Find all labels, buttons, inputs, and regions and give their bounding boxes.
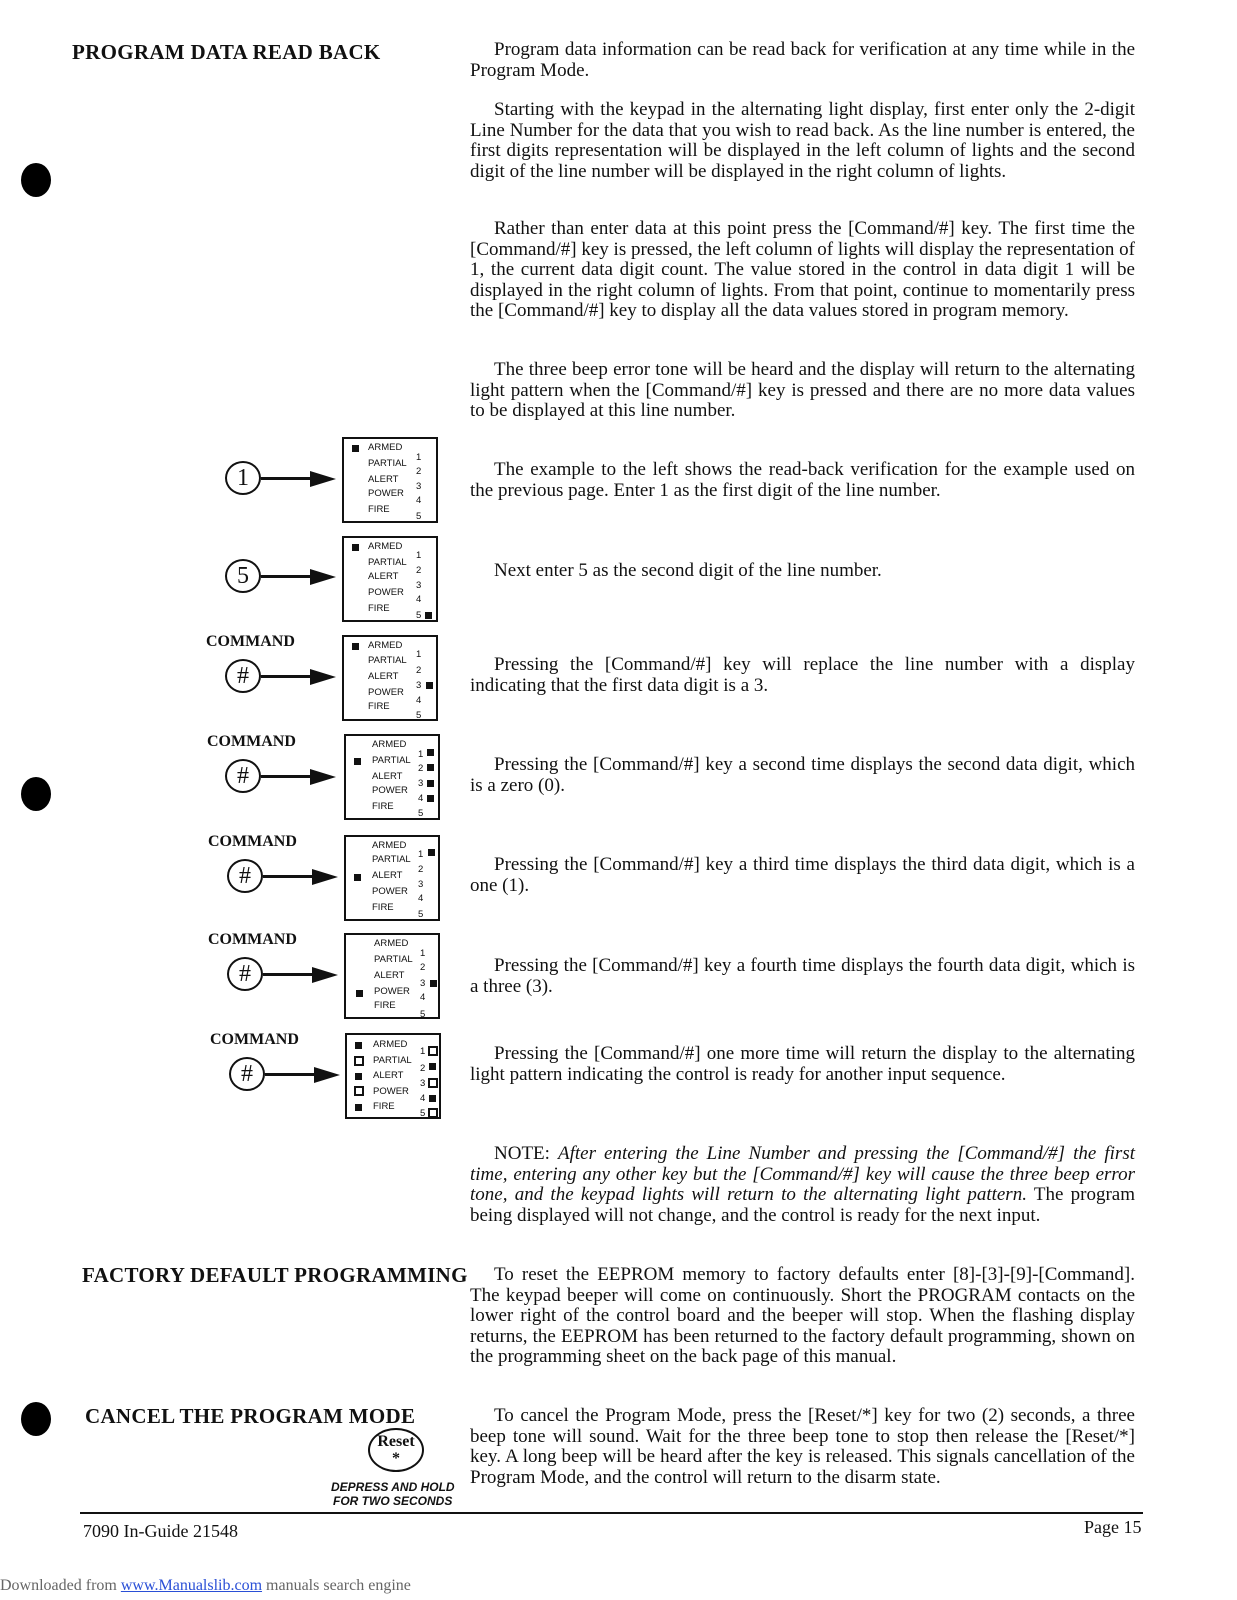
label-alert: ALERT xyxy=(372,870,403,881)
num-5: 5 xyxy=(418,808,424,819)
light-3-right xyxy=(427,780,434,787)
label-armed: ARMED xyxy=(372,840,407,851)
keypad-key-5: 5 xyxy=(225,559,261,593)
num-5: 5 xyxy=(416,511,422,522)
num-4: 4 xyxy=(420,992,426,1003)
download-prefix: Downloaded from xyxy=(0,1577,117,1594)
num-3: 3 xyxy=(416,481,422,492)
light-partial-left xyxy=(354,1056,364,1066)
label-fire: FIRE xyxy=(368,701,390,712)
arrow-line xyxy=(261,477,311,480)
light-power-left xyxy=(356,990,363,997)
label-power: POWER xyxy=(368,488,404,499)
keypad-key-command: # xyxy=(225,659,261,693)
manualslib-link[interactable]: www.Manualslib.com xyxy=(120,1577,263,1594)
depress-line-1: DEPRESS AND HOLD xyxy=(331,1480,455,1494)
num-3: 3 xyxy=(418,778,424,789)
light-1-right xyxy=(428,849,435,856)
paragraph-starting: Starting with the keypad in the alternating light display, first enter only the 2-digit Line Number for the data that you wish to read back. As the line number is entered, the first digits representation will be displayed in the left column of lights and the second digit of the line number will be displayed in the right column of lights. xyxy=(470,99,1135,182)
num-1: 1 xyxy=(416,452,422,463)
light-4-right xyxy=(429,1095,436,1102)
label-alert: ALERT xyxy=(368,671,399,682)
label-alert: ALERT xyxy=(372,771,403,782)
heading-read-back: PROGRAM DATA READ BACK xyxy=(72,40,381,64)
step-6-text: Pressing the [Command/#] key a fourth time displays the fourth data digit, which is a three (3). xyxy=(470,955,1135,997)
arrow-head xyxy=(312,869,338,885)
command-label: COMMAND xyxy=(208,833,297,850)
light-5-right xyxy=(428,1108,438,1118)
label-partial: PARTIAL xyxy=(372,854,411,865)
heading-factory-default: FACTORY DEFAULT PROGRAMMING xyxy=(82,1263,468,1287)
paragraph-rather: Rather than enter data at this point press the [Command/#] key. The first time the [Command/#] key is pressed, the left column of lights will display the representation of 1, the current data digit count. The value stored in the control in data digit 1 will be displayed in the right column of lights. From that point, continue to momentarily press the [Command/#] key to display all the data values stored in program memory. xyxy=(470,218,1135,321)
light-panel-step-7 xyxy=(345,1033,441,1119)
label-power: POWER xyxy=(368,587,404,598)
command-label: COMMAND xyxy=(210,1031,299,1048)
num-5: 5 xyxy=(420,1009,426,1020)
label-power: POWER xyxy=(374,986,410,997)
num-4: 4 xyxy=(416,695,422,706)
label-armed: ARMED xyxy=(368,640,403,651)
light-alert-left xyxy=(354,874,361,881)
light-armed-left xyxy=(355,1042,362,1049)
depress-and-hold-note xyxy=(331,1480,455,1508)
num-2: 2 xyxy=(418,864,424,875)
light-panel-step-2 xyxy=(342,536,438,622)
light-armed-left xyxy=(352,544,359,551)
num-2: 2 xyxy=(416,565,422,576)
label-fire: FIRE xyxy=(372,902,394,913)
keypad-key-command: # xyxy=(225,759,261,793)
arrow-head xyxy=(312,967,338,983)
binder-hole-bottom xyxy=(21,1402,51,1436)
light-1-right xyxy=(427,749,434,756)
label-partial: PARTIAL xyxy=(374,954,413,965)
label-fire: FIRE xyxy=(373,1101,395,1112)
command-label: COMMAND xyxy=(206,633,295,650)
label-fire: FIRE xyxy=(368,504,390,515)
light-2-right xyxy=(427,764,434,771)
light-3-right xyxy=(430,980,437,987)
num-3: 3 xyxy=(418,879,424,890)
label-alert: ALERT xyxy=(368,571,399,582)
step-1-text: The example to the left shows the read-back verification for the example used on the previous page. Enter 1 as the first digit of the line number. xyxy=(470,459,1135,501)
light-3-right xyxy=(426,682,433,689)
num-5: 5 xyxy=(418,909,424,920)
keypad-key-command: # xyxy=(227,957,263,991)
num-3: 3 xyxy=(420,1078,426,1089)
label-armed: ARMED xyxy=(368,541,403,552)
cancel-paragraph: To cancel the Program Mode, press the [Reset/*] key for two (2) seconds, a three beep tone will sound. Wait for the three beep tone to stop then release the [Reset/*] key. A long beep will be heard after the key is released. This signals cancellation of the Program Mode, and the control will return to the disarm state. xyxy=(470,1405,1135,1488)
arrow-line xyxy=(261,775,311,778)
step-7-text: Pressing the [Command/#] one more time will return the display to the alternating light pattern indicating the control is ready for another input sequence. xyxy=(470,1043,1135,1085)
light-1-right xyxy=(428,1046,438,1056)
footer-document-id: 7090 In-Guide 21548 xyxy=(83,1521,238,1541)
note-paragraph: NOTE: After entering the Line Number and pressing the [Command/#] the first time, entering any other key but the [Command/#] key will cause the three beep error tone, and the keypad lights will return to the alternating light pattern. The program being displayed will not change, and the control is ready for the next input. xyxy=(470,1143,1135,1226)
num-2: 2 xyxy=(420,962,426,973)
light-fire-left xyxy=(355,1104,362,1111)
reset-key-label: Reset xyxy=(377,1433,415,1450)
num-4: 4 xyxy=(418,893,424,904)
arrow-head xyxy=(310,669,336,685)
depress-line-2: FOR TWO SECONDS xyxy=(333,1494,453,1508)
arrow-head xyxy=(314,1067,340,1083)
label-fire: FIRE xyxy=(374,1000,396,1011)
num-5: 5 xyxy=(416,610,422,621)
num-2: 2 xyxy=(416,665,422,676)
arrow-line xyxy=(261,675,311,678)
keypad-key-command: # xyxy=(229,1057,265,1091)
light-panel-step-4 xyxy=(344,734,440,820)
light-3-right xyxy=(428,1078,438,1088)
light-armed-left xyxy=(352,643,359,650)
footer-rule xyxy=(80,1512,1143,1514)
reset-key xyxy=(368,1428,424,1472)
step-4-text: Pressing the [Command/#] key a second time displays the second data digit, which is a zero (0). xyxy=(470,754,1135,796)
num-5: 5 xyxy=(416,710,422,721)
label-fire: FIRE xyxy=(368,603,390,614)
download-credit xyxy=(0,1577,411,1595)
num-4: 4 xyxy=(418,793,424,804)
num-3: 3 xyxy=(416,680,422,691)
label-armed: ARMED xyxy=(372,739,407,750)
label-partial: PARTIAL xyxy=(372,755,411,766)
label-alert: ALERT xyxy=(374,970,405,981)
light-2-right xyxy=(429,1063,436,1070)
arrow-line xyxy=(263,875,313,878)
label-armed: ARMED xyxy=(368,442,403,453)
label-alert: ALERT xyxy=(368,474,399,485)
command-label: COMMAND xyxy=(208,931,297,948)
light-power-left xyxy=(354,1086,364,1096)
light-4-right xyxy=(427,795,434,802)
label-partial: PARTIAL xyxy=(368,557,407,568)
num-2: 2 xyxy=(416,466,422,477)
paragraph-intro: Program data information can be read back for verification at any time while in the Program Mode. xyxy=(470,39,1135,81)
light-alert-left xyxy=(355,1073,362,1080)
label-armed: ARMED xyxy=(374,938,409,949)
label-power: POWER xyxy=(372,886,408,897)
light-panel-step-1 xyxy=(342,437,438,523)
step-3-text: Pressing the [Command/#] key will replace the line number with a display indicating that the first data digit is a 3. xyxy=(470,654,1135,696)
label-power: POWER xyxy=(373,1086,409,1097)
step-2-text: Next enter 5 as the second digit of the line number. xyxy=(494,560,882,581)
light-panel-step-6 xyxy=(344,933,440,1019)
factory-paragraph: To reset the EEPROM memory to factory defaults enter [8]-[3]-[9]-[Command]. The keypad beeper will come on continuously. Short the PROGRAM contacts on the lower right of the control board and the beeper will stop. When the flashing display returns, the EEPROM has been returned to the factory default programming, shown on the programming sheet on the back page of this manual. xyxy=(470,1264,1135,1367)
num-4: 4 xyxy=(416,594,422,605)
num-1: 1 xyxy=(420,1046,426,1057)
binder-hole-top xyxy=(21,163,51,197)
keypad-key-command: # xyxy=(227,859,263,893)
paragraph-error-tone: The three beep error tone will be heard and the display will return to the alternating light pattern when the [Command/#] key is pressed and there are no more data values to be displayed at this line number. xyxy=(470,359,1135,421)
label-power: POWER xyxy=(372,785,408,796)
num-2: 2 xyxy=(420,1063,426,1074)
light-panel-step-3 xyxy=(342,635,438,721)
light-armed-left xyxy=(352,445,359,452)
heading-cancel-program: CANCEL THE PROGRAM MODE xyxy=(85,1404,416,1428)
arrow-head xyxy=(310,569,336,585)
binder-hole-middle xyxy=(21,777,51,811)
light-partial-left xyxy=(354,758,361,765)
label-fire: FIRE xyxy=(372,801,394,812)
num-4: 4 xyxy=(416,495,422,506)
label-partial: PARTIAL xyxy=(373,1055,412,1066)
num-1: 1 xyxy=(418,749,424,760)
label-alert: ALERT xyxy=(373,1070,404,1081)
reset-key-star: * xyxy=(392,1450,400,1467)
arrow-head xyxy=(310,769,336,785)
num-5: 5 xyxy=(420,1108,426,1119)
num-4: 4 xyxy=(420,1093,426,1104)
command-label: COMMAND xyxy=(207,733,296,750)
keypad-key-1: 1 xyxy=(225,461,261,495)
footer-page-number: Page 15 xyxy=(1084,1517,1142,1537)
num-1: 1 xyxy=(416,550,422,561)
num-3: 3 xyxy=(416,580,422,591)
arrow-head xyxy=(310,471,336,487)
num-1: 1 xyxy=(420,948,426,959)
light-panel-step-5 xyxy=(344,835,440,921)
num-1: 1 xyxy=(418,849,424,860)
step-5-text: Pressing the [Command/#] key a third time displays the third data digit, which is a one (1). xyxy=(470,854,1135,896)
arrow-line xyxy=(261,575,311,578)
num-1: 1 xyxy=(416,649,422,660)
download-suffix: manuals search engine xyxy=(262,1577,411,1594)
light-5-right xyxy=(425,612,432,619)
label-armed: ARMED xyxy=(373,1039,408,1050)
arrow-line xyxy=(265,1073,315,1076)
num-3: 3 xyxy=(420,978,426,989)
arrow-line xyxy=(263,973,313,976)
label-partial: PARTIAL xyxy=(368,655,407,666)
num-2: 2 xyxy=(418,763,424,774)
label-partial: PARTIAL xyxy=(368,458,407,469)
label-power: POWER xyxy=(368,687,404,698)
